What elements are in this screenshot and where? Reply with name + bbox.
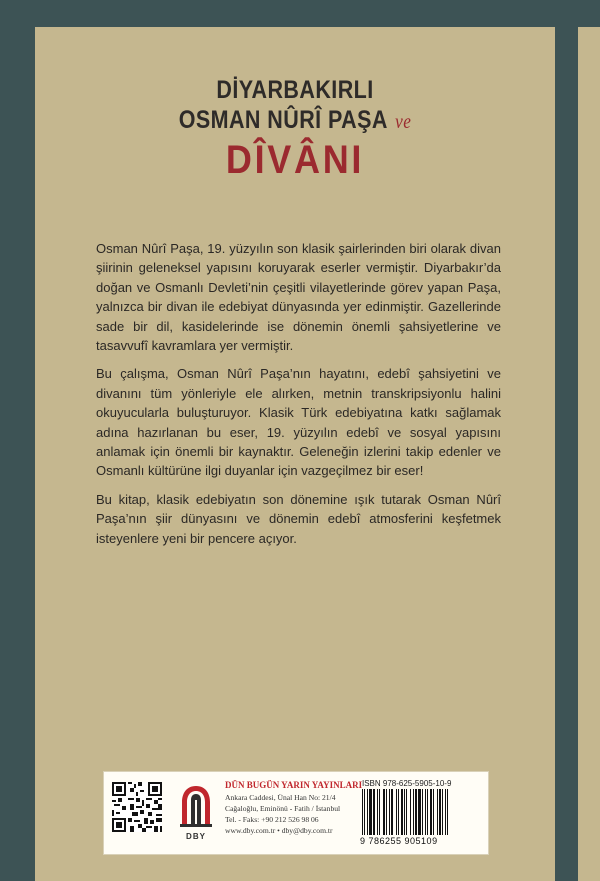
barcode-bar (398, 789, 399, 835)
publisher-info-box (103, 771, 489, 855)
barcode-bar (445, 789, 446, 835)
barcode-bar (437, 789, 438, 835)
barcode-bar (430, 789, 432, 835)
title-line-1: DİYARBAKIRLI (216, 76, 374, 104)
barcode-bar (413, 789, 414, 835)
logo-text: DBY (186, 832, 206, 841)
barcode-bar (404, 789, 405, 835)
isbn-label: ISBN 978-625-5905-10-9 (362, 779, 452, 788)
blurb-paragraph-3: Bu kitap, klasik edebiyatın son dönemine ışık tutarak Osman Nûrî Paşa’nın şiir dünyasını ve dönemin edebî atmosferini keşfetmek isteyenlere yeni bir pencere açıyor. (96, 491, 501, 546)
publisher-web: www.dby.com.tr • dby@dby.com.tr (225, 826, 333, 835)
barcode-bar (418, 789, 421, 835)
title-author: OSMAN NÛRÎ PAŞA (178, 106, 388, 134)
blurb-text (96, 239, 501, 557)
barcode-bar (433, 789, 434, 835)
barcode-bar (415, 789, 417, 835)
barcode-bar (401, 789, 403, 835)
publisher-address-2: Cağaloğlu, Eminönü - Fatih / İstanbul (225, 804, 341, 813)
blurb-paragraph-2: Bu çalışma, Osman Nûrî Paşa’nın hayatını, edebî şahsiyetini ve divanını tüm yönleriyle ele alırken, metnin transkripsiyonlu halini okuyucularla buluşturuyor. Klasik Türk edebiyatına katkı sağlamak adına hazırlanan bu eser, 19. yüzyılın edebî ve sosyal yapısını anlamak için önemli bir kaynaktır. Geleneğin izlerini takip edenler ve Osmanlı kültürüne ilgi duyanlar için vazgeçilmez bir eser! (96, 366, 501, 479)
barcode-bar (383, 789, 385, 835)
barcode-bar (364, 789, 365, 835)
blurb-paragraph-1: Osman Nûrî Paşa, 19. yüzyılın son klasik şairlerinden biri olarak divan şiirinin geleneksel yapısını koruyarak eserler vermiştir. Diyarbakır’da doğan ve Osmanlı Devleti’nin çeşitli vilayetlerinde görev yapan Paşa, yalnızca bir divan ile edebiyat dünyasında yer edinmiştir. Gazellerinde sade bir dil, kasidelerinde ise dönemin önemli şahsiyetlerine ve tasavvufî kavramlara yer vermiştir. (96, 241, 501, 354)
barcode-bar (439, 789, 441, 835)
barcode-icon (360, 789, 480, 835)
barcode-bar (386, 789, 387, 835)
barcode-bar (389, 789, 390, 835)
barcode-bar (406, 789, 407, 835)
next-page-edge (578, 27, 600, 881)
book-back-cover (35, 27, 555, 881)
barcode-bar (396, 789, 397, 835)
barcode-bar (391, 789, 393, 835)
barcode-bar (379, 789, 380, 835)
barcode-bar (425, 789, 426, 835)
title-block (35, 76, 555, 182)
title-line-3: DÎVÂNI (225, 138, 365, 182)
qr-code-icon (112, 782, 162, 832)
barcode-bar (422, 789, 423, 835)
barcode-bar (373, 789, 375, 835)
publisher-address-1: Ankara Caddesi, Ünal Han No: 21/4 (225, 793, 336, 802)
barcode-bar (410, 789, 411, 835)
publisher-name: DÜN BUGÜN YARIN YAYINLARI (225, 780, 363, 790)
barcode-bar (362, 789, 363, 835)
barcode-bar (427, 789, 428, 835)
title-conjunction: ve (395, 111, 412, 133)
barcode-bar (447, 789, 448, 835)
title-line-2 (71, 106, 518, 136)
barcode-bar (442, 789, 443, 835)
barcode-bar (377, 789, 378, 835)
barcode-number: 9 786255 905109 (360, 836, 438, 846)
barcode-bar (369, 789, 372, 835)
barcode-bar (367, 789, 368, 835)
publisher-phone: Tel. - Faks: +90 212 526 98 06 (225, 815, 319, 824)
